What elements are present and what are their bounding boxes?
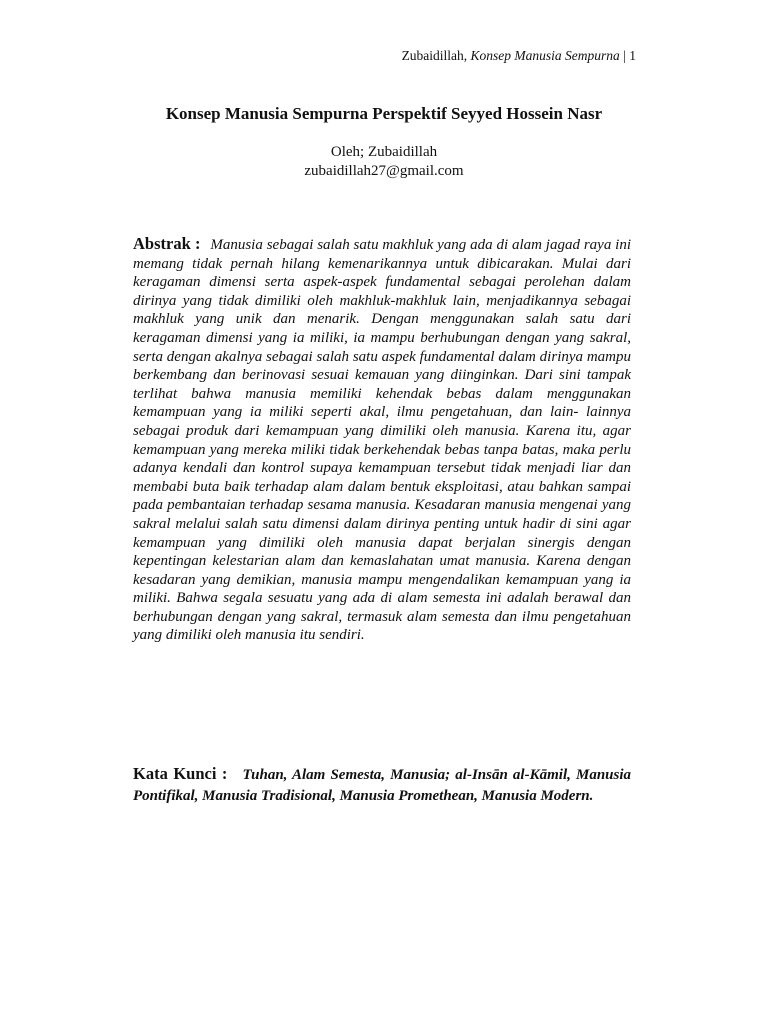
header-separator: | — [623, 48, 626, 63]
abstract-label: Abstrak : — [133, 234, 201, 253]
article-title: Konsep Manusia Sempurna Perspektif Seyyed Hossein Nasr — [165, 104, 603, 123]
header-author: Zubaidillah, — [401, 48, 468, 63]
running-header — [402, 48, 636, 64]
keywords-section — [133, 763, 631, 807]
author-email: zubaidillah27@gmail.com — [304, 163, 464, 179]
page-number: 1 — [629, 48, 636, 63]
header-journal-title: Konsep Manusia Sempurna — [470, 48, 620, 63]
abstract-text: Manusia sebagai salah satu makhluk yang ada di alam jagad raya ini memang tidak pernah hilang kemenarikannya untuk dibicarakan. Mulai dari keragaman dimensi serta aspek-aspek fundamental sebagai perolehan dalam dirinya yang tidak dimiliki oleh makhluk-makhluk lain, menjadikannya sebagai makhluk yang unik dan menarik. Dengan menggunakan salah satu dari keragaman dimensi yang ia miliki, ia mampu berhubungan dengan yang sakral, serta dengan akalnya sebagai salah satu aspek fundamental dalam dirinya mampu berkembang dan berinovasi sesuai kemauan yang diinginkan. Dari sini tampak terlihat bahwa manusia memiliki kehendak bebas dalam menggunakan kemampuan yang ia miliki seperti akal, ilmu pengetahuan, dan lain- lainnya sebagai produk dari kemampuan yang dimiliki oleh manusia. Karena itu, agar kemampuan yang mereka miliki tidak berkehendak bebas tanpa batas, maka perlu adanya kendali dan kontrol supaya kemampuan tersebut tidak menjadi liar dan membabi buta baik terhadap alam dalam bentuk eksploitasi, atau bahkan sampai pada pembantaian terhadap sesama manusia. Kesadaran manusia mengenai yang sakral melalui salah satu dimensi dalam dirinya penting untuk hadir di sini agar kemampuan yang dimiliki oleh manusia dapat berjalan sinergis dengan kepentingan kelestarian alam dan kemaslahatan umat manusia. Karena dengan kesadaran yang demikian, manusia mampu mengendalikan kemampuan yang ia miliki. Bahwa segala sesuatu yang ada di alam semesta ini adalah berawal dan berhubungan dengan yang sakral, termasuk alam semesta dan ilmu pengetahuan yang dimiliki oleh manusia itu sendiri. — [133, 237, 632, 644]
abstract-section — [133, 235, 631, 645]
keywords-label: Kata Kunci : — [133, 764, 228, 783]
keywords-text: Tuhan, Alam Semesta, Manusia; al-Insān al-Kāmil, Manusia Pontifikal, Manusia Tradisional, Manusia Promethean, Manusia Modern. — [133, 767, 632, 804]
author-byline: Oleh; Zubaidillah — [330, 144, 438, 160]
